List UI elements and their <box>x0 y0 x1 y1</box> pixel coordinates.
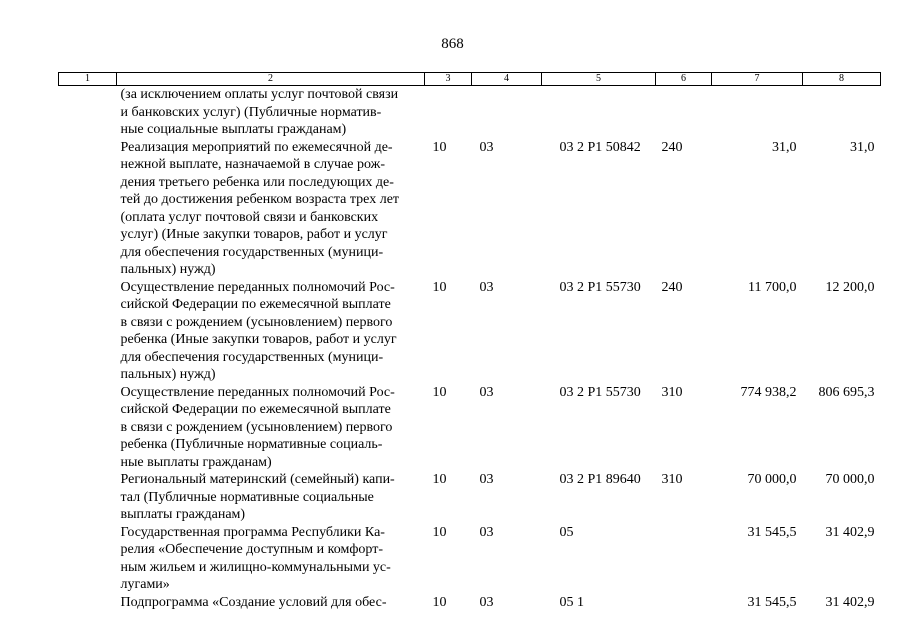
cell-subsection: 03 <box>479 594 494 610</box>
column-header: 5 <box>542 73 656 86</box>
description-line: сийской Федерации по ежемесячной выплате <box>120 402 391 417</box>
cell-subsection: 03 <box>479 524 494 540</box>
description-line: ные выплаты гражданам) <box>120 454 272 470</box>
cell-target-article: 05 <box>559 524 574 540</box>
cell-col1 <box>59 384 117 472</box>
cell-amount-year2: 806 695,3 <box>818 384 875 400</box>
cell-amount-year2: 31 402,9 <box>825 594 875 610</box>
cell-amount-year1: 11 700,0 <box>748 279 797 295</box>
cell-target-article: 03 2 P1 50842 <box>559 139 641 155</box>
cell-col1 <box>59 594 117 612</box>
cell-description <box>117 139 425 279</box>
cell-expense-type <box>656 594 712 612</box>
cell-section: 10 <box>432 279 447 295</box>
description-line: ные социальные выплаты гражданам) <box>120 122 347 137</box>
description-line: лугами» <box>120 577 170 592</box>
cell-col1 <box>59 279 117 384</box>
cell-description <box>117 524 425 594</box>
cell-amount-year2: 31,0 <box>850 139 875 155</box>
cell-amount-year1: 774 938,2 <box>740 384 797 400</box>
cell-amount-year2: 70 000,0 <box>825 472 875 487</box>
cell-amount-year1: 70 000,0 <box>747 472 797 487</box>
description-line: релия «Обеспечение доступным и комфорт- <box>120 542 383 557</box>
description-line: Государственная программа Республики Ка- <box>120 524 385 540</box>
cell-subsection: 03 <box>479 384 494 400</box>
column-header: 8 <box>803 73 881 86</box>
cell-expense-type: 240 <box>661 279 683 295</box>
description-line: нежной выплате, назначаемой в случае рож- <box>120 157 386 172</box>
cell-amount-year1: 31 545,5 <box>747 594 797 610</box>
cell-description <box>117 471 425 524</box>
description-line: (за исключением оплаты услуг почтовой связи <box>120 87 399 102</box>
description-line: пальных) нужд) <box>120 367 216 382</box>
cell-target-article: 03 2 P1 55730 <box>559 279 641 295</box>
description-line: в связи с рождением (усыновлением) первого <box>120 419 393 435</box>
description-line: Региональный материнский (семейный) капи- <box>120 472 395 487</box>
cell-col1 <box>59 86 117 139</box>
description-line: услуг) (Иные закупки товаров, работ и услуг <box>120 227 388 242</box>
description-line: в связи с рождением (усыновлением) первого <box>120 314 393 330</box>
cell-section: 10 <box>432 472 447 487</box>
column-header: 4 <box>472 73 542 86</box>
description-line: Осуществление переданных полномочий Рос- <box>120 384 395 400</box>
cell-subsection: 03 <box>479 279 494 295</box>
description-line: сийской Федерации по ежемесячной выплате <box>120 297 391 312</box>
description-line: тал (Публичные нормативные социальные <box>120 489 374 505</box>
column-header: 2 <box>117 73 425 86</box>
cell-target-article <box>542 86 656 139</box>
column-header-row <box>59 73 881 86</box>
cell-subsection: 03 <box>479 139 494 155</box>
cell-amount-year1: 31,0 <box>772 139 797 155</box>
cell-description <box>117 594 425 612</box>
description-line: и банковских услуг) (Публичные норматив- <box>120 104 382 120</box>
column-header: 1 <box>59 73 117 86</box>
cell-col1 <box>59 139 117 279</box>
description-line: выплаты гражданам) <box>120 507 246 522</box>
table-row <box>59 594 881 612</box>
cell-target-article: 05 1 <box>559 594 584 610</box>
cell-col1 <box>59 471 117 524</box>
cell-expense-type: 240 <box>661 139 683 155</box>
cell-amount-year2 <box>803 86 881 139</box>
cell-amount-year1 <box>712 86 803 139</box>
description-line: ным жильем и жилищно-коммунальными ус- <box>120 559 391 575</box>
description-line: ребенка (Публичные нормативные социаль- <box>120 437 383 452</box>
cell-expense-type: 310 <box>661 472 683 487</box>
cell-section: 10 <box>432 139 447 155</box>
cell-section: 10 <box>432 594 447 610</box>
description-line: тей до достижения ребенком возраста трех лет <box>120 192 400 207</box>
cell-description <box>117 86 425 139</box>
budget-table <box>58 72 881 611</box>
description-line: Осуществление переданных полномочий Рос- <box>120 279 395 295</box>
description-line: для обеспечения государственных (муници- <box>120 244 384 260</box>
description-line: (оплата услуг почтовой связи и банковских <box>120 209 379 225</box>
cell-amount-year1: 31 545,5 <box>747 524 797 540</box>
cell-subsection <box>472 86 542 139</box>
cell-section: 10 <box>432 524 447 540</box>
table-row <box>59 524 881 594</box>
cell-expense-type <box>656 524 712 594</box>
cell-expense-type: 310 <box>661 384 683 400</box>
cell-expense-type <box>656 86 712 139</box>
table-row <box>59 86 881 139</box>
cell-target-article: 03 2 P1 55730 <box>559 384 641 400</box>
cell-subsection: 03 <box>479 472 494 487</box>
cell-amount-year2: 12 200,0 <box>825 279 875 295</box>
description-line: Реализация мероприятий по ежемесячной де- <box>120 139 393 155</box>
cell-section: 10 <box>432 384 447 400</box>
description-line: Подпрограмма «Создание условий для обес- <box>120 594 387 610</box>
cell-col1 <box>59 524 117 594</box>
description-line: ребенка (Иные закупки товаров, работ и услуг <box>120 332 397 347</box>
cell-description <box>117 384 425 472</box>
table-row <box>59 279 881 384</box>
column-header: 7 <box>712 73 803 86</box>
cell-amount-year2: 31 402,9 <box>825 524 875 540</box>
description-line: дения третьего ребенка или последующих де- <box>120 174 394 190</box>
table-row <box>59 471 881 524</box>
column-header: 3 <box>425 73 472 86</box>
table-row <box>59 384 881 472</box>
cell-section <box>425 86 472 139</box>
cell-target-article: 03 2 P1 89640 <box>559 472 641 487</box>
cell-description <box>117 279 425 384</box>
column-header: 6 <box>656 73 712 86</box>
page-number: 868 <box>441 36 464 52</box>
description-line: для обеспечения государственных (муници- <box>120 349 384 365</box>
table-row <box>59 139 881 279</box>
description-line: пальных) нужд) <box>120 262 216 277</box>
